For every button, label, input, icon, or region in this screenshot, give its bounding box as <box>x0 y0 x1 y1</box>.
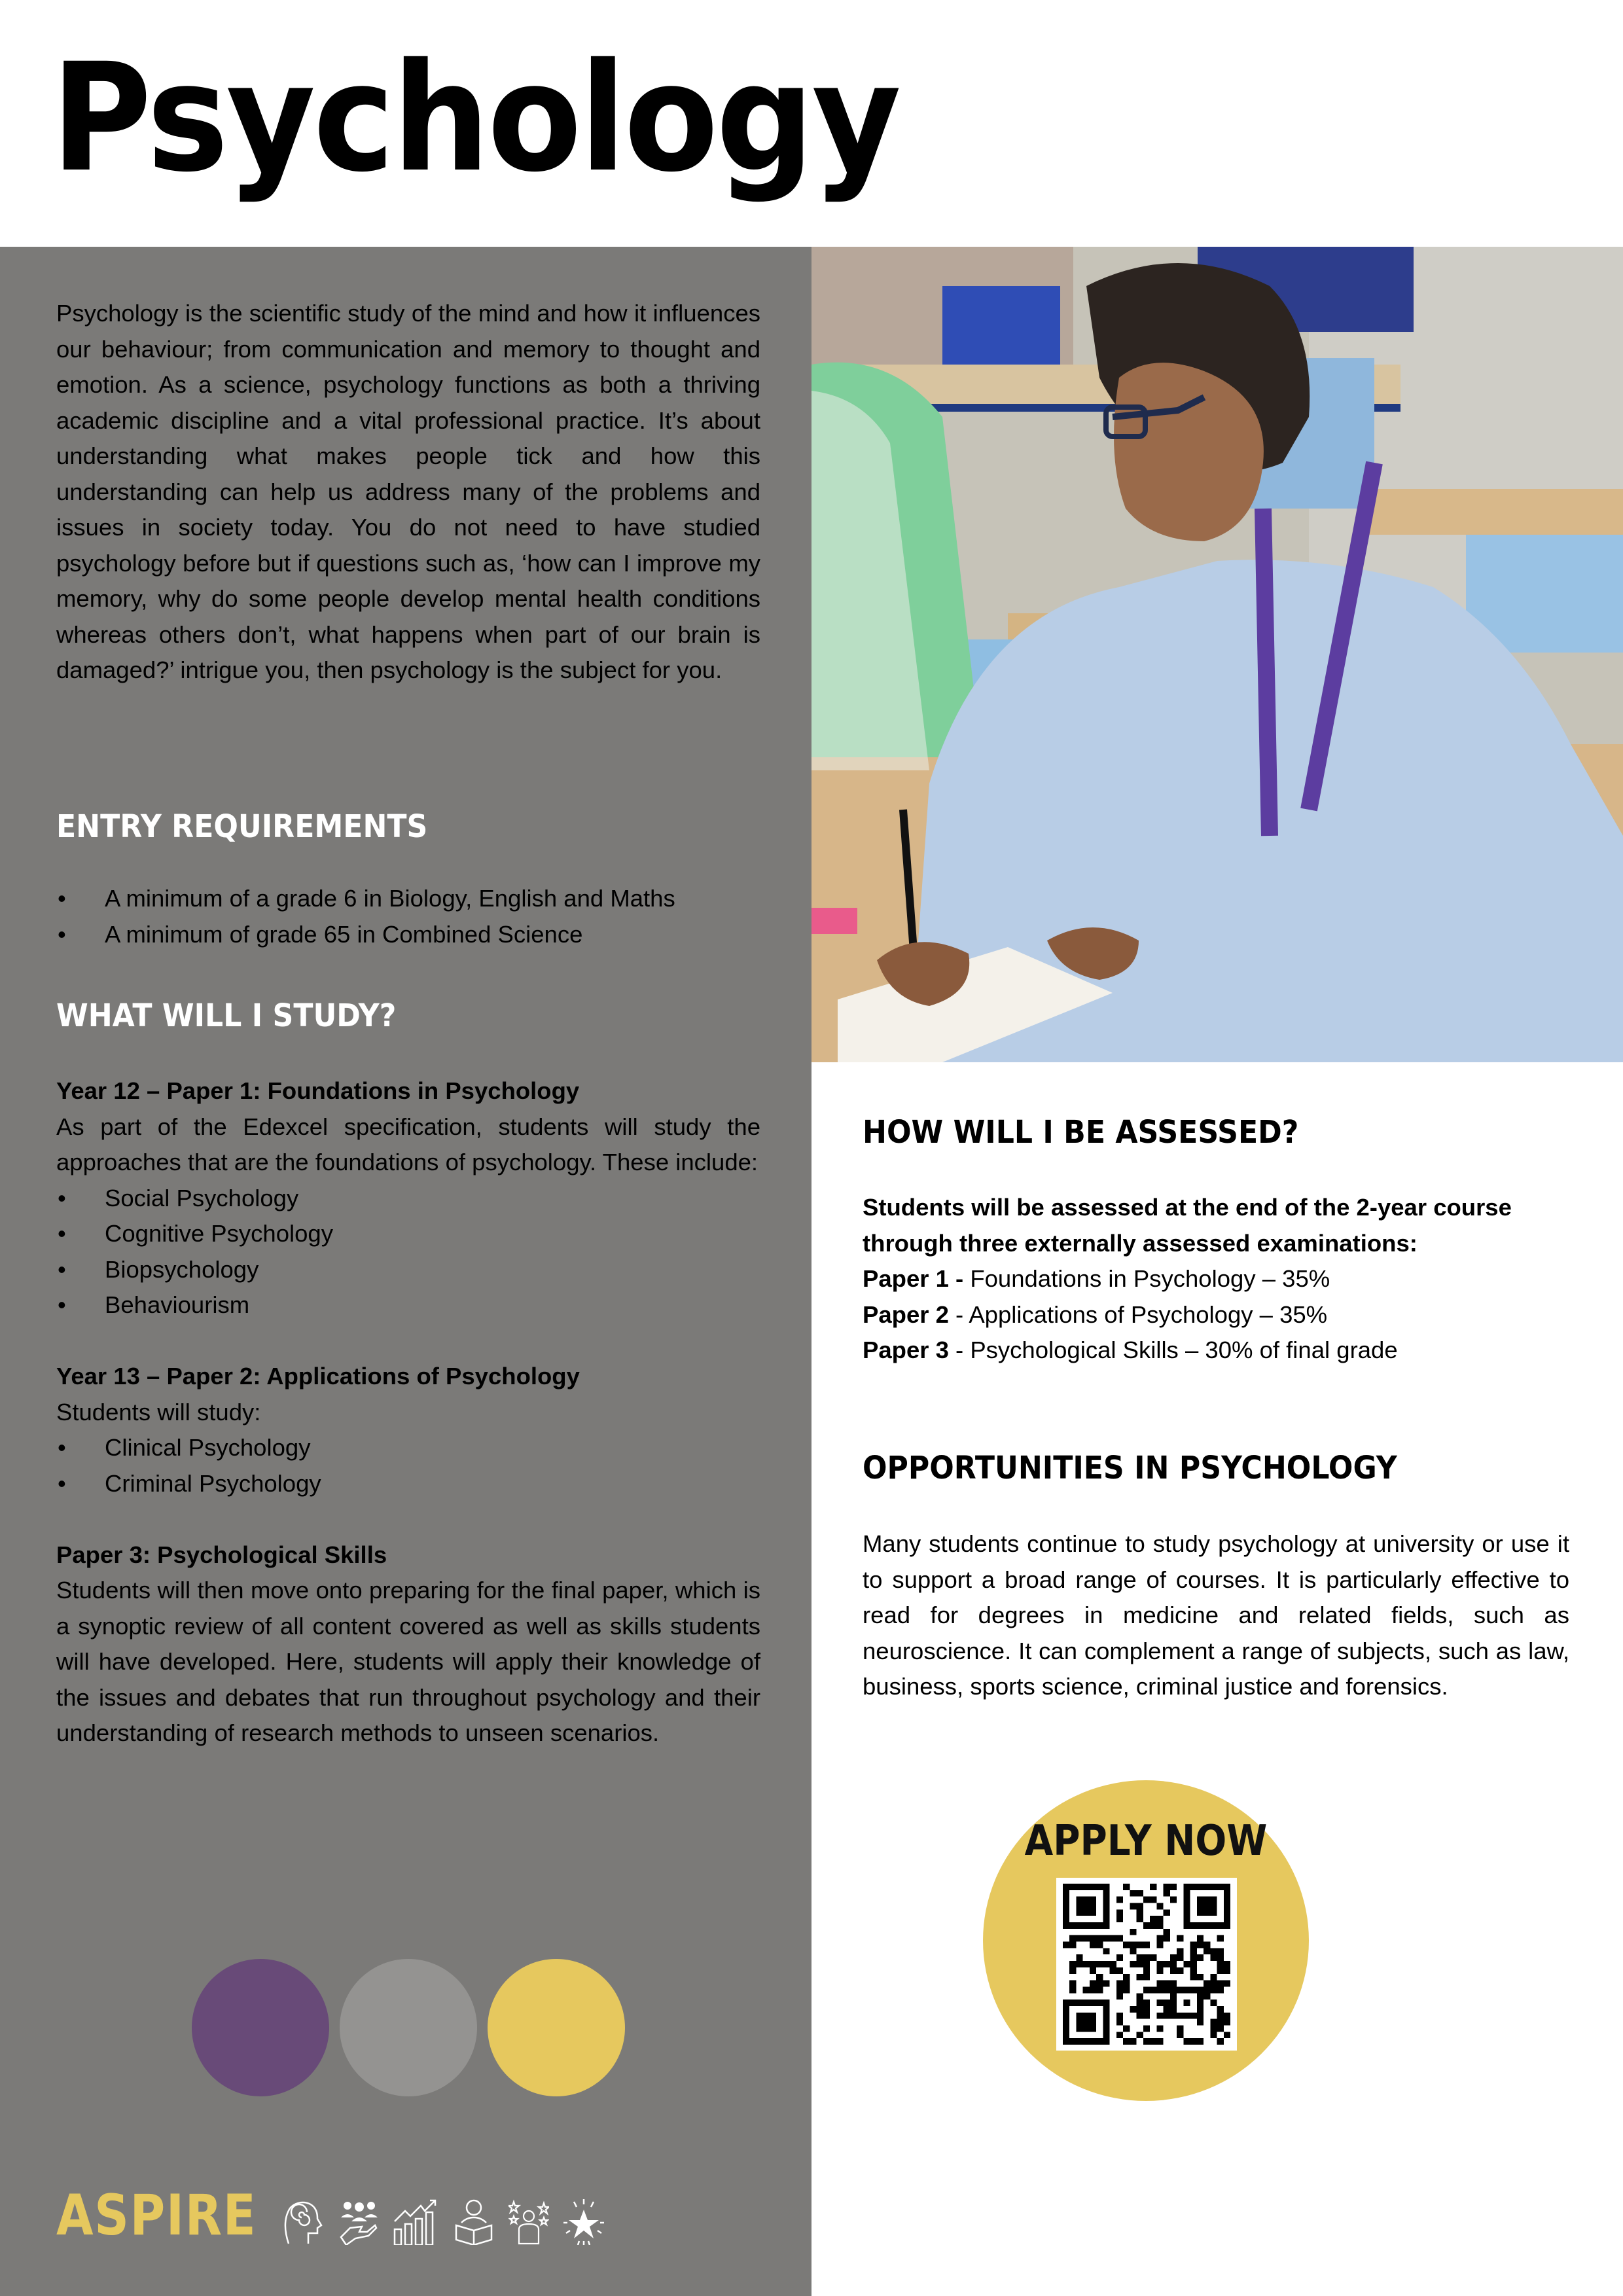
aspire-logo-text: ASPIRE <box>56 2183 257 2248</box>
assessment-paper-1 <box>863 1261 1569 1297</box>
assessment-intro: Students will be assessed at the end of the 2-year course through three externally assessed examinations: <box>863 1194 1512 1257</box>
gray-circle <box>340 1959 477 2096</box>
growth-chart-icon <box>393 2199 439 2245</box>
page-title: Psychology <box>51 31 899 205</box>
entry-requirements-heading: ENTRY REQUIREMENTS <box>56 808 428 845</box>
assessment-paper-3 <box>863 1333 1569 1369</box>
paper-description: - Applications of Psychology – 35% <box>948 1300 1328 1328</box>
shining-star-icon <box>563 2199 604 2245</box>
list-item: • Behaviourism <box>56 1287 760 1323</box>
paper-description: - Psychological Skills – 30% of final grade <box>948 1336 1398 1363</box>
reading-person-icon <box>454 2199 494 2245</box>
paper-label: Paper 1 - <box>863 1265 964 1292</box>
assessment-paper-2 <box>863 1297 1569 1333</box>
year12-title: Year 12 – Paper 1: Foundations in Psychology <box>56 1077 580 1104</box>
yellow-circle <box>488 1959 625 2096</box>
aspire-logo-row <box>56 2183 604 2248</box>
paper-label: Paper 2 <box>863 1300 949 1328</box>
year12-description: As part of the Edexcel specification, students will study the approaches that are the foundations of psychology. These include: <box>56 1113 760 1175</box>
paper3-description: Students will then move onto preparing for the final paper, which is a synoptic review of all content covered as well as skills students will have developed. Here, students will apply their knowledge of the issues and debates that run throughout psychology and their understanding of research methods to unseen scenarios. <box>56 1577 760 1746</box>
student-photo <box>812 247 1623 1062</box>
list-item: • Biopsychology <box>56 1252 760 1288</box>
how-will-i-be-assessed-heading: HOW WILL I BE ASSESSED? <box>863 1114 1299 1151</box>
purple-circle <box>192 1959 329 2096</box>
list-item: • A minimum of a grade 6 in Biology, English and Maths <box>56 881 789 917</box>
assessment-content <box>863 1190 1569 1369</box>
paper-description: Foundations in Psychology – 35% <box>963 1265 1330 1292</box>
list-item: • Clinical Psychology <box>56 1430 760 1466</box>
brand-color-circles <box>192 1959 625 2096</box>
list-item: • Cognitive Psychology <box>56 1216 760 1252</box>
year13-title: Year 13 – Paper 2: Applications of Psychology <box>56 1363 580 1390</box>
head-spiral-icon <box>283 2199 324 2245</box>
year13-description: Students will study: <box>56 1398 261 1426</box>
apply-now-badge[interactable] <box>983 1780 1309 2101</box>
community-hand-icon <box>338 2199 379 2245</box>
opportunities-heading: OPPORTUNITIES IN PSYCHOLOGY <box>863 1450 1397 1486</box>
study-content <box>56 1073 760 1751</box>
list-item: • Criminal Psychology <box>56 1466 760 1502</box>
paper-label: Paper 3 <box>863 1336 949 1363</box>
list-item: • A minimum of grade 65 in Combined Science <box>56 917 789 953</box>
year13-topic-list <box>56 1430 760 1501</box>
apply-now-label[interactable]: APPLY NOW <box>1024 1817 1268 1865</box>
what-will-i-study-heading: WHAT WILL I STUDY? <box>56 997 397 1034</box>
paper3-title: Paper 3: Psychological Skills <box>56 1541 387 1568</box>
qr-code[interactable] <box>1056 1878 1237 2051</box>
list-item: • Social Psychology <box>56 1181 760 1217</box>
entry-requirements-list <box>56 881 789 952</box>
opportunities-paragraph: Many students continue to study psychology at university or use it to support a broad range of courses. It is particularly effective to read for degrees in medicine and related fields, such as neuroscience. It can complement a range of subjects, such as law, business, sports science, criminal justice and forensics. <box>863 1530 1569 1700</box>
qr-code-pattern <box>1063 1884 1230 2045</box>
intro-paragraph: Psychology is the scientific study of the mind and how it influences our behaviour; from communication and memory to thought and emotion. As a science, psychology functions as both a thriving academic discipline and a vital professional practice. It’s about understanding what makes people tick and how this understanding can help us address many of the problems and issues in society today. You do not need to have studied psychology before but if questions such as, ‘how can I improve my memory, why do some people develop mental health conditions whereas others don’t, what happens when part of our brain is damaged?’ intrigue you, then psychology is the subject for you. <box>56 300 760 683</box>
year12-topic-list <box>56 1181 760 1323</box>
person-stars-icon <box>508 2199 549 2245</box>
